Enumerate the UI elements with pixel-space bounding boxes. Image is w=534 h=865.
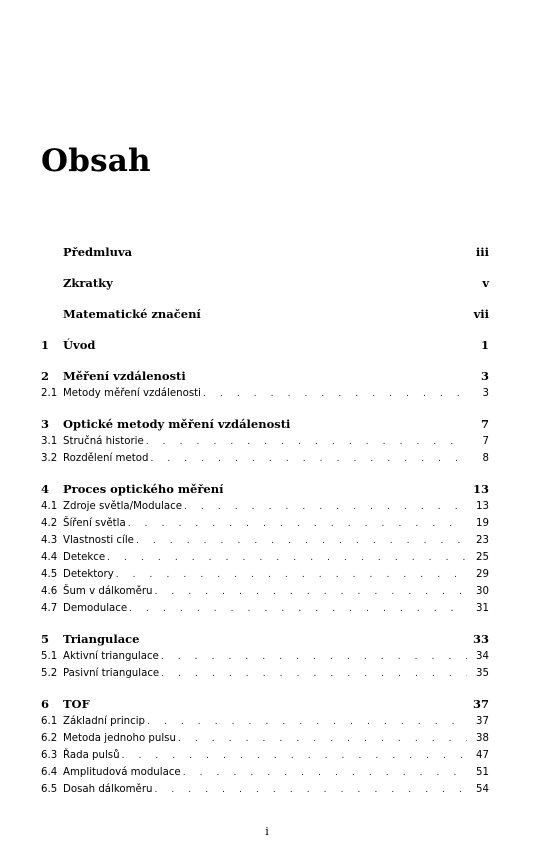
chapter-title: Předmluva bbox=[63, 245, 133, 259]
section-page: 3 bbox=[482, 388, 489, 399]
toc-chapter-row[interactable] bbox=[41, 481, 489, 498]
dot-leader bbox=[155, 584, 468, 601]
chapter-title: Proces optického měření bbox=[63, 482, 224, 496]
toc-section-row[interactable] bbox=[41, 713, 489, 730]
toc-section-row[interactable] bbox=[41, 532, 489, 549]
dot-leader bbox=[146, 434, 467, 451]
section-page: 25 bbox=[476, 552, 489, 563]
toc-chapter-row[interactable] bbox=[41, 368, 489, 385]
section-number: 3.2 bbox=[41, 453, 58, 464]
chapter-page: 7 bbox=[480, 417, 489, 431]
chapter-number: 6 bbox=[41, 697, 50, 711]
spacer bbox=[41, 617, 489, 631]
toc-chapter-row[interactable] bbox=[41, 696, 489, 713]
section-title: Základní princip bbox=[63, 716, 146, 727]
section-number: 6.4 bbox=[41, 767, 58, 778]
section-number: 3.1 bbox=[41, 436, 58, 447]
dot-leader bbox=[129, 601, 467, 618]
dot-leader bbox=[203, 386, 467, 403]
toc-section-row[interactable] bbox=[41, 583, 489, 600]
section-number: 4.4 bbox=[41, 552, 58, 563]
dot-leader bbox=[128, 516, 467, 533]
chapter-page: vii bbox=[473, 307, 489, 321]
toc-section-row[interactable] bbox=[41, 781, 489, 798]
section-number: 6.5 bbox=[41, 784, 58, 795]
page-title: Obsah bbox=[41, 143, 151, 179]
dot-leader bbox=[147, 714, 467, 731]
section-title: Aktivní triangulace bbox=[63, 651, 159, 662]
dot-leader bbox=[136, 533, 467, 550]
section-title: Metody měření vzdálenosti bbox=[63, 388, 201, 399]
section-title: Metoda jednoho pulsu bbox=[63, 733, 176, 744]
spacer bbox=[41, 467, 489, 481]
section-page: 35 bbox=[476, 668, 489, 679]
section-page: 29 bbox=[476, 569, 489, 580]
section-number: 4.7 bbox=[41, 603, 58, 614]
section-number: 6.1 bbox=[41, 716, 58, 727]
section-title: Demodulace bbox=[63, 603, 128, 614]
section-page: 38 bbox=[476, 733, 489, 744]
chapter-title: Matematické značení bbox=[63, 307, 201, 321]
dot-leader bbox=[122, 748, 467, 765]
dot-leader bbox=[116, 567, 467, 584]
section-page: 23 bbox=[476, 535, 489, 546]
section-title: Zdroje světla/Modulace bbox=[63, 501, 182, 512]
dot-leader bbox=[184, 499, 467, 516]
table-of-contents bbox=[41, 244, 489, 798]
chapter-page: 3 bbox=[480, 369, 489, 383]
dot-leader bbox=[107, 550, 467, 567]
section-page: 37 bbox=[476, 716, 489, 727]
section-page: 7 bbox=[482, 436, 489, 447]
toc-section-row[interactable] bbox=[41, 747, 489, 764]
dot-leader bbox=[150, 451, 467, 468]
chapter-title: Úvod bbox=[63, 338, 96, 352]
section-title: Řada pulsů bbox=[63, 750, 120, 761]
chapter-page: v bbox=[482, 276, 489, 290]
section-title: Vlastnosti cíle bbox=[63, 535, 134, 546]
chapter-page: 13 bbox=[472, 482, 489, 496]
spacer bbox=[41, 354, 489, 368]
chapter-title: Zkratky bbox=[63, 276, 113, 290]
dot-leader bbox=[178, 731, 467, 748]
section-page: 13 bbox=[476, 501, 489, 512]
spacer bbox=[41, 323, 489, 337]
section-page: 19 bbox=[476, 518, 489, 529]
section-page: 30 bbox=[476, 586, 489, 597]
toc-section-row[interactable] bbox=[41, 764, 489, 781]
dot-leader bbox=[161, 649, 467, 666]
section-page: 34 bbox=[476, 651, 489, 662]
section-number: 2.1 bbox=[41, 388, 58, 399]
section-number: 4.6 bbox=[41, 586, 58, 597]
toc-section-row[interactable] bbox=[41, 730, 489, 747]
page-number: i bbox=[265, 825, 269, 838]
section-title: Pasivní triangulace bbox=[63, 668, 160, 679]
chapter-page: 33 bbox=[472, 632, 489, 646]
toc-chapter-row[interactable] bbox=[41, 306, 489, 323]
toc-chapter-row[interactable] bbox=[41, 244, 489, 261]
chapter-page: iii bbox=[475, 245, 489, 259]
chapter-number: 1 bbox=[41, 338, 50, 352]
chapter-number: 2 bbox=[41, 369, 50, 383]
chapter-title: Optické metody měření vzdálenosti bbox=[63, 417, 291, 431]
section-title: Dosah dálkoměru bbox=[63, 784, 153, 795]
section-title: Detektory bbox=[63, 569, 114, 580]
section-title: Stručná historie bbox=[63, 436, 144, 447]
dot-leader bbox=[161, 666, 467, 683]
section-title: Šum v dálkoměru bbox=[63, 586, 153, 597]
toc-section-row[interactable] bbox=[41, 450, 489, 467]
spacer bbox=[41, 682, 489, 696]
section-page: 31 bbox=[476, 603, 489, 614]
spacer bbox=[41, 402, 489, 416]
chapter-page: 1 bbox=[480, 338, 489, 352]
section-number: 4.1 bbox=[41, 501, 58, 512]
section-title: Rozdělení metod bbox=[63, 453, 149, 464]
toc-chapter-row[interactable] bbox=[41, 416, 489, 433]
chapter-page: 37 bbox=[472, 697, 489, 711]
chapter-title: TOF bbox=[63, 697, 90, 711]
spacer bbox=[41, 292, 489, 306]
section-number: 5.1 bbox=[41, 651, 58, 662]
toc-chapter-row[interactable] bbox=[41, 337, 489, 354]
section-number: 6.2 bbox=[41, 733, 58, 744]
section-number: 6.3 bbox=[41, 750, 58, 761]
toc-section-row[interactable] bbox=[41, 433, 489, 450]
chapter-title: Triangulace bbox=[63, 632, 140, 646]
section-page: 54 bbox=[476, 784, 489, 795]
toc-section-row[interactable] bbox=[41, 648, 489, 665]
section-number: 4.2 bbox=[41, 518, 58, 529]
dot-leader bbox=[183, 765, 467, 782]
chapter-number: 4 bbox=[41, 482, 50, 496]
section-title: Detekce bbox=[63, 552, 106, 563]
section-title: Amplitudová modulace bbox=[63, 767, 181, 778]
chapter-number: 5 bbox=[41, 632, 50, 646]
toc-section-row[interactable] bbox=[41, 566, 489, 583]
spacer bbox=[41, 261, 489, 275]
section-page: 47 bbox=[476, 750, 489, 761]
section-number: 5.2 bbox=[41, 668, 58, 679]
toc-section-row[interactable] bbox=[41, 549, 489, 566]
toc-chapter-row[interactable] bbox=[41, 275, 489, 292]
section-number: 4.5 bbox=[41, 569, 58, 580]
section-number: 4.3 bbox=[41, 535, 58, 546]
chapter-number: 3 bbox=[41, 417, 50, 431]
chapter-title: Měření vzdálenosti bbox=[63, 369, 186, 383]
section-page: 8 bbox=[482, 453, 489, 464]
toc-section-row[interactable] bbox=[41, 665, 489, 682]
toc-section-row[interactable] bbox=[41, 515, 489, 532]
section-page: 51 bbox=[476, 767, 489, 778]
section-title: Šíření světla bbox=[63, 518, 126, 529]
toc-section-row[interactable] bbox=[41, 600, 489, 617]
toc-section-row[interactable] bbox=[41, 498, 489, 515]
dot-leader bbox=[154, 782, 467, 799]
toc-section-row[interactable] bbox=[41, 385, 489, 402]
toc-chapter-row[interactable] bbox=[41, 631, 489, 648]
